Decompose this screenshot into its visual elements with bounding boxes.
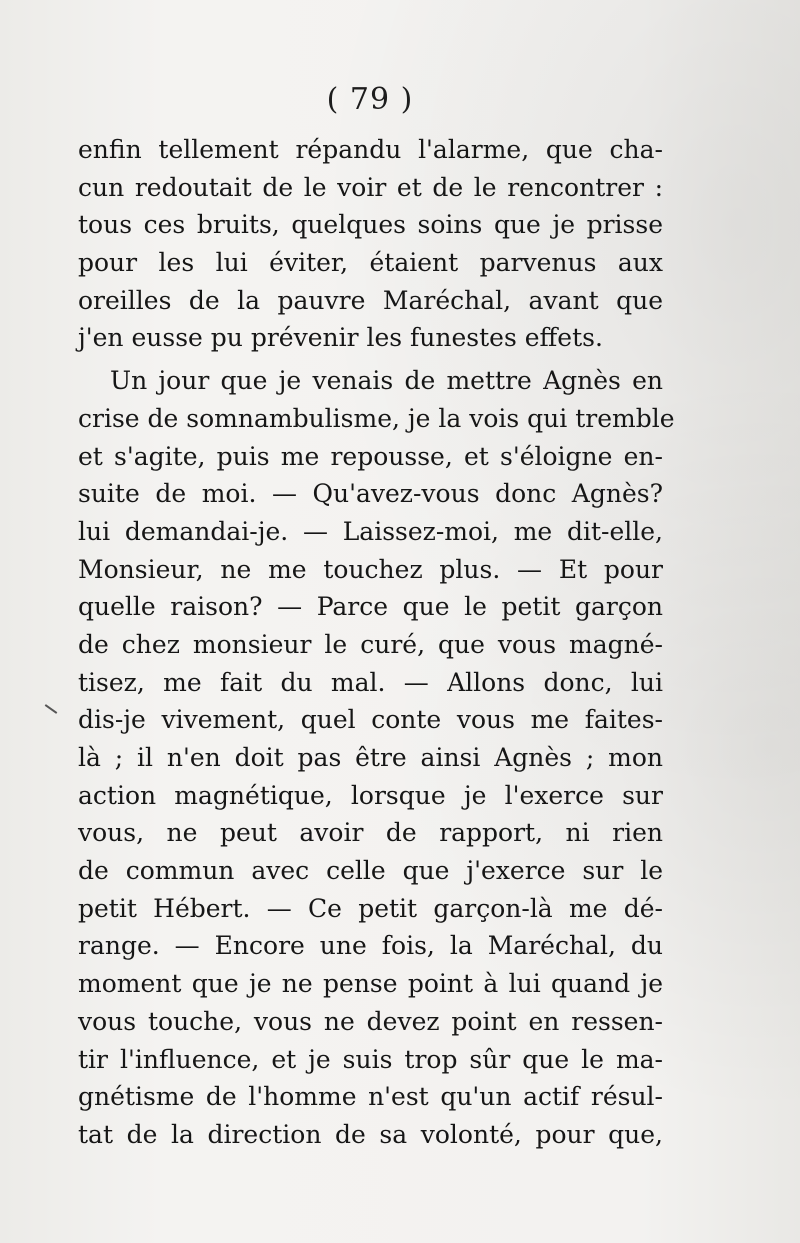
text-line: oreilles de la pauvre Maréchal, avant que [78, 285, 663, 315]
text-line: de commun avec celle que j'exerce sur le [78, 856, 663, 886]
text-line: suite de moi. — Qu'avez-vous donc Agnès? [78, 479, 663, 509]
text-line: petit Hébert. — Ce petit garçon-là me dé- [78, 893, 663, 923]
margin-mark [45, 704, 58, 714]
text-line: vous, ne peut avoir de rapport, ni rien [78, 818, 663, 848]
text-line: action magnétique, lorsque je l'exerce sur [78, 780, 663, 810]
text-line: gnétisme de l'homme n'est qu'un actif résul- [78, 1082, 663, 1112]
text-line: vous touche, vous ne devez point en ressen- [78, 1006, 663, 1036]
text-line: Monsieur, ne me touchez plus. — Et pour [78, 554, 663, 584]
text-line: et s'agite, puis me repousse, et s'éloigne en- [78, 441, 663, 471]
text-line: pour les lui éviter, étaient parvenus aux [78, 248, 663, 278]
text-line: lui demandai-je. — Laissez-moi, me dit-elle, [78, 516, 663, 546]
text-line: quelle raison? — Parce que le petit garçon [78, 592, 663, 622]
text-line: enfin tellement répandu l'alarme, que cha- [78, 135, 663, 164]
text-line: dis-je vivement, quel conte vous me faites- [78, 705, 663, 735]
text-line: tisez, me fait du mal. — Allons donc, lui [78, 667, 663, 697]
text-line: tir l'influence, et je suis trop sûr que le ma- [78, 1044, 663, 1074]
text-line: de chez monsieur le curé, que vous magné- [78, 629, 663, 659]
text-line: Un jour que je venais de mettre Agnès en [110, 366, 663, 396]
paragraph-1 [78, 131, 663, 357]
paragraph-2 [78, 362, 675, 1153]
text-line: cun redoutait de le voir et de le rencontrer : [78, 172, 663, 202]
text-line: j'en eusse pu prévenir les funestes effets. [78, 323, 603, 353]
text-line: tat de la direction de sa volonté, pour que, [78, 1119, 663, 1149]
text-line: tous ces bruits, quelques soins que je prisse [78, 210, 663, 240]
text-line: crise de somnambulisme, je la vois qui tremble [78, 403, 675, 433]
text-line: moment que je ne pense point à lui quand je [78, 969, 663, 999]
body-text [78, 131, 675, 1154]
page-number: ( 79 ) [326, 82, 414, 117]
text-line: là ; il n'en doit pas être ainsi Agnès ; mon [78, 743, 663, 772]
text-line: range. — Encore une fois, la Maréchal, du [78, 931, 663, 961]
